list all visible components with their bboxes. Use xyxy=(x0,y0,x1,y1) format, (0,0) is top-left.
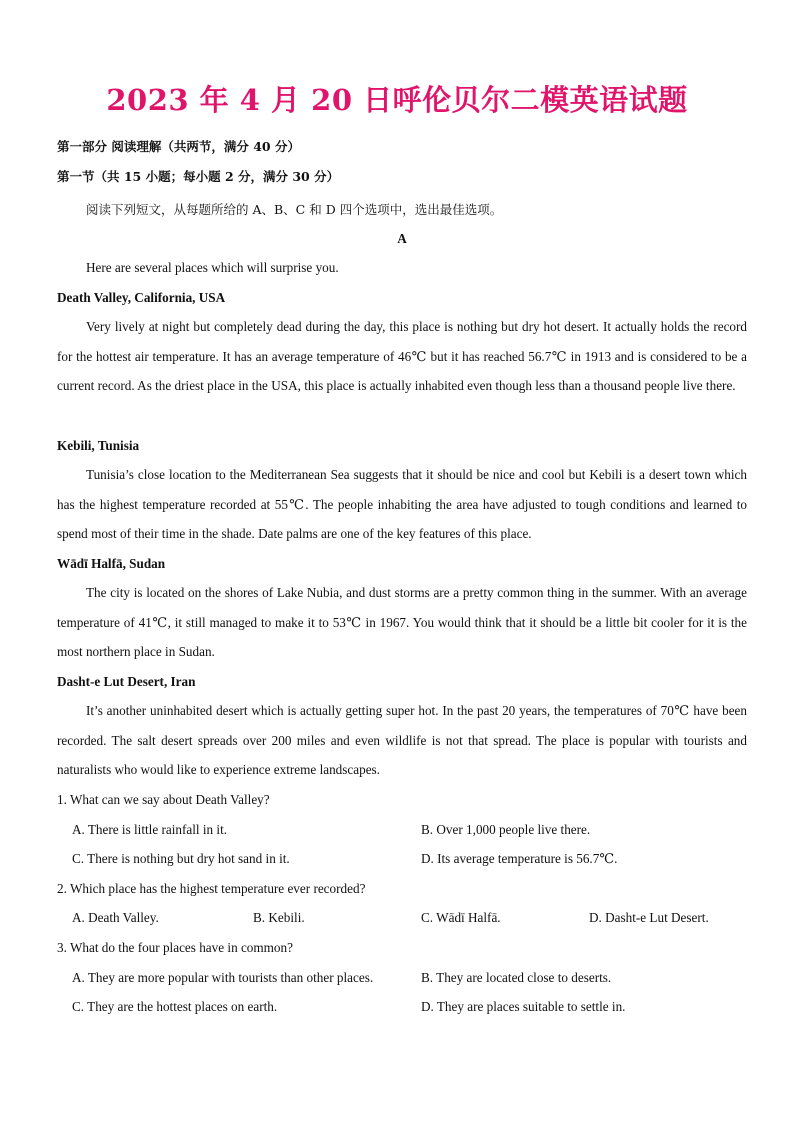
question-3-option-b: B. They are located close to deserts. xyxy=(421,970,612,985)
place-heading-dasht-e-lut: Dasht-e Lut Desert, Iran xyxy=(57,674,196,689)
question-1-stem: 1. What can we say about Death Valley? xyxy=(57,792,270,807)
place-text-wadi-halfa: The city is located on the shores of Lake Nubia, and dust storms are a pretty common thing in the summer. With an average temperature of 41℃, it still managed to make it to 53℃ in 1967. You would think that it should be a little bit cooler for it is the most northern place in Sudan. xyxy=(57,585,747,660)
place-heading-kebili: Kebili, Tunisia xyxy=(57,438,140,453)
question-1-option-c: C. There is nothing but dry hot sand in it. xyxy=(72,851,290,866)
passage-intro: Here are several places which will surprise you. xyxy=(86,260,339,275)
place-heading-death-valley: Death Valley, California, USA xyxy=(57,290,226,305)
place-text-death-valley: Very lively at night but completely dead during the day, this place is nothing but dry hot desert. It actually holds the record for the hottest air temperature. It has an average temperature of 46℃ but it has reached 56.7℃ in 1913 and is considered to be a current record. As the driest place in the USA, this place is actually inhabited even though less than a thousand people live there. xyxy=(57,319,747,394)
instruction-text: 阅读下列短文，从每题所给的 A、B、C 和 D 四个选项中，选出最佳选项。 xyxy=(86,202,503,217)
part-heading: 第一部分 阅读理解（共两节，满分 40 分） xyxy=(57,139,300,154)
place-heading-wadi-halfa: Wādī Halfā, Sudan xyxy=(57,556,166,571)
page-title: 2023 年 4 月 20 日呼伦贝尔二模英语试题 xyxy=(106,83,688,117)
question-2-option-c: C. Wādī Halfā. xyxy=(421,910,501,925)
question-3-option-a: A. They are more popular with tourists than other places. xyxy=(72,970,374,985)
question-1-option-d: D. Its average temperature is 56.7℃. xyxy=(421,851,618,866)
question-2-option-a: A. Death Valley. xyxy=(72,910,159,925)
question-2-stem: 2. Which place has the highest temperature ever recorded? xyxy=(57,881,366,896)
question-1-option-a: A. There is little rainfall in it. xyxy=(72,822,228,837)
question-3-option-d: D. They are places suitable to settle in. xyxy=(421,999,626,1014)
section-heading: 第一节（共 15 小题；每小题 2 分，满分 30 分） xyxy=(57,169,340,184)
place-text-kebili: Tunisia’s close location to the Mediterranean Sea suggests that it should be nice and cool but Kebili is a desert town which has the highest temperature recorded at 55℃. The people inhabiting the area have adjusted to tough conditions and learned to spend most of their time in the shade. Date palms are one of the key features of this place. xyxy=(57,467,747,542)
passage-label: A xyxy=(397,231,407,246)
question-2-option-d: D. Dasht-e Lut Desert. xyxy=(589,910,709,925)
question-3-stem: 3. What do the four places have in common? xyxy=(57,940,293,955)
question-1-option-b: B. Over 1,000 people live there. xyxy=(421,822,591,837)
question-3-option-c: C. They are the hottest places on earth. xyxy=(72,999,278,1014)
question-2-option-b: B. Kebili. xyxy=(253,910,305,925)
place-text-dasht-e-lut: It’s another uninhabited desert which is actually getting super hot. In the past 20 years, the temperatures of 70℃ have been recorded. The salt desert spreads over 200 miles and even wildlife is not that spread. The place is popular with tourists and naturalists who would like to experience extreme landscapes. xyxy=(57,703,747,778)
